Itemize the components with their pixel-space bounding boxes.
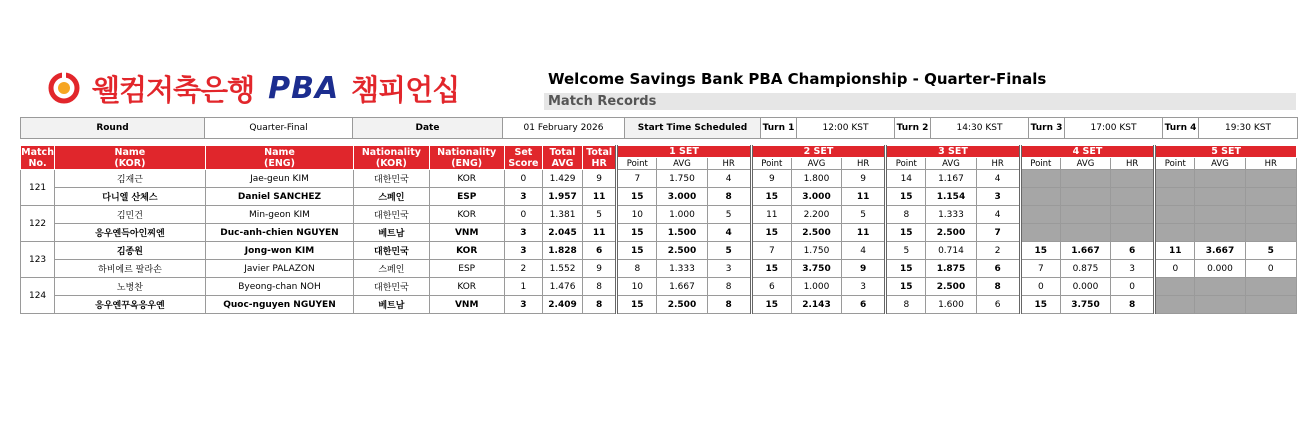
cell-set-avg: 1.667 <box>657 278 707 296</box>
cell-set-point: 15 <box>751 188 791 206</box>
empty-set-cell <box>1060 224 1110 242</box>
cell-set-hr: 8 <box>1111 296 1155 314</box>
cell-set-avg: 3.750 <box>791 260 841 278</box>
cell-set-point: 10 <box>617 278 657 296</box>
cell-total-avg: 2.409 <box>542 296 582 314</box>
cell-total-hr: 9 <box>583 170 617 188</box>
cell-total-hr: 8 <box>583 278 617 296</box>
empty-set-cell <box>1155 224 1195 242</box>
empty-set-cell <box>1155 188 1195 206</box>
cell-set-hr: 6 <box>842 296 886 314</box>
cell-set-point: 15 <box>1020 242 1060 260</box>
turn-label: Turn 3 <box>1029 118 1065 139</box>
welcome-bank-logo-icon <box>48 72 80 104</box>
cell-set-hr: 2 <box>976 242 1020 260</box>
cell-set-point: 15 <box>617 296 657 314</box>
cell-set-point: 15 <box>886 224 926 242</box>
cell-set-score: 1 <box>504 278 542 296</box>
cell-set-avg: 1.154 <box>926 188 976 206</box>
cell-name-eng: Javier PALAZON <box>205 260 354 278</box>
empty-set-cell <box>1195 188 1245 206</box>
cell-set-hr: 4 <box>976 170 1020 188</box>
cell-name-kor: 응우옌꾸옥응우옌 <box>55 296 206 314</box>
cell-name-kor: 하비에르 팔라손 <box>55 260 206 278</box>
empty-set-cell <box>1155 170 1195 188</box>
cell-set-point: 5 <box>886 242 926 260</box>
schedule-info-table <box>20 117 1298 139</box>
cell-set-point: 15 <box>617 242 657 260</box>
logo-korean-bank: 웰컴저축은행 <box>92 72 255 107</box>
cell-total-avg: 2.045 <box>542 224 582 242</box>
cell-set-hr: 6 <box>976 260 1020 278</box>
cell-set-hr: 5 <box>842 206 886 224</box>
cell-total-hr: 9 <box>583 260 617 278</box>
cell-nationality-eng: VNM <box>429 224 504 242</box>
cell-set-point: 15 <box>886 278 926 296</box>
turn-time: 14:30 KST <box>931 118 1029 139</box>
cell-set-avg: 2.500 <box>657 296 707 314</box>
col-name-kor: Name (KOR) <box>55 146 206 170</box>
cell-set-hr: 5 <box>707 242 751 260</box>
cell-total-avg: 1.429 <box>542 170 582 188</box>
cell-set-avg: 2.500 <box>926 278 976 296</box>
cell-set-hr: 4 <box>842 242 886 260</box>
cell-nationality-kor: 대한민국 <box>354 278 429 296</box>
empty-set-cell <box>1020 206 1060 224</box>
col-set-hr: HR <box>842 158 886 170</box>
turn-time: 19:30 KST <box>1199 118 1298 139</box>
cell-set-avg: 2.143 <box>791 296 841 314</box>
cell-set-hr: 11 <box>842 224 886 242</box>
cell-set-avg: 2.200 <box>791 206 841 224</box>
cell-set-point: 9 <box>751 170 791 188</box>
cell-set-hr: 8 <box>976 278 1020 296</box>
col-set-avg: AVG <box>791 158 841 170</box>
cell-name-kor: 응우옌득아인찌엔 <box>55 224 206 242</box>
cell-set-avg: 1.500 <box>657 224 707 242</box>
cell-total-avg: 1.476 <box>542 278 582 296</box>
cell-set-avg: 1.600 <box>926 296 976 314</box>
cell-nationality-kor: 베트남 <box>354 296 429 314</box>
col-set-avg: AVG <box>657 158 707 170</box>
col-set-2: 2 SET <box>751 146 886 158</box>
match-number: 124 <box>21 278 55 314</box>
cell-set-point: 15 <box>617 224 657 242</box>
cell-set-score: 3 <box>504 224 542 242</box>
table-row <box>21 242 1297 260</box>
logo-pba: PBA <box>268 70 340 106</box>
cell-name-eng: Duc-anh-chien NGUYEN <box>205 224 354 242</box>
cell-set-hr: 4 <box>707 170 751 188</box>
empty-set-cell <box>1020 224 1060 242</box>
cell-total-hr: 11 <box>583 224 617 242</box>
table-row <box>21 170 1297 188</box>
empty-set-cell <box>1245 296 1296 314</box>
col-total-hr: Total HR <box>583 146 617 170</box>
cell-set-hr: 8 <box>707 278 751 296</box>
empty-set-cell <box>1155 206 1195 224</box>
cell-set-avg: 0.000 <box>1195 260 1245 278</box>
cell-nationality-kor: 베트남 <box>354 224 429 242</box>
col-set-1: 1 SET <box>617 146 752 158</box>
cell-set-hr: 4 <box>976 206 1020 224</box>
turn-label: Turn 2 <box>895 118 931 139</box>
cell-nationality-eng: KOR <box>429 242 504 260</box>
cell-nationality-eng: KOR <box>429 206 504 224</box>
cell-set-score: 3 <box>504 188 542 206</box>
turn-time: 17:00 KST <box>1065 118 1163 139</box>
cell-set-hr: 7 <box>976 224 1020 242</box>
match-records-table <box>20 145 1297 314</box>
col-set-avg: AVG <box>926 158 976 170</box>
turn-time: 12:00 KST <box>797 118 895 139</box>
cell-set-avg: 1.750 <box>791 242 841 260</box>
cell-set-avg: 1.167 <box>926 170 976 188</box>
cell-name-eng: Min-geon KIM <box>205 206 354 224</box>
cell-set-avg: 0.000 <box>1060 278 1110 296</box>
cell-set-avg: 1.750 <box>657 170 707 188</box>
cell-nationality-kor: 스페인 <box>354 260 429 278</box>
empty-set-cell <box>1111 224 1155 242</box>
cell-nationality-kor: 대한민국 <box>354 242 429 260</box>
date-label: Date <box>353 118 503 139</box>
cell-nationality-kor: 스페인 <box>354 188 429 206</box>
col-set-avg: AVG <box>1060 158 1110 170</box>
cell-set-hr: 3 <box>842 278 886 296</box>
empty-set-cell <box>1245 188 1296 206</box>
cell-set-avg: 1.333 <box>657 260 707 278</box>
cell-set-score: 2 <box>504 260 542 278</box>
match-number: 121 <box>21 170 55 206</box>
cell-set-hr: 4 <box>707 224 751 242</box>
empty-set-cell <box>1245 224 1296 242</box>
col-set-score: Set Score <box>504 146 542 170</box>
cell-name-eng: Jong-won KIM <box>205 242 354 260</box>
cell-set-score: 3 <box>504 242 542 260</box>
cell-set-point: 11 <box>1155 242 1195 260</box>
brand-logo <box>48 68 459 108</box>
empty-set-cell <box>1111 206 1155 224</box>
cell-set-hr: 6 <box>1111 242 1155 260</box>
cell-total-avg: 1.828 <box>542 242 582 260</box>
cell-set-avg: 3.750 <box>1060 296 1110 314</box>
table-row <box>21 296 1297 314</box>
cell-nationality-eng: KOR <box>429 170 504 188</box>
col-set-hr: HR <box>707 158 751 170</box>
cell-set-point: 15 <box>751 224 791 242</box>
col-set-hr: HR <box>976 158 1020 170</box>
match-number: 122 <box>21 206 55 242</box>
col-set-point: Point <box>886 158 926 170</box>
empty-set-cell <box>1195 278 1245 296</box>
cell-name-eng: Quoc-nguyen NGUYEN <box>205 296 354 314</box>
cell-set-avg: 3.667 <box>1195 242 1245 260</box>
round-value: Quarter-Final <box>205 118 353 139</box>
cell-set-avg: 0.714 <box>926 242 976 260</box>
cell-set-hr: 9 <box>842 260 886 278</box>
table-row <box>21 206 1297 224</box>
empty-set-cell <box>1020 188 1060 206</box>
page-title: Welcome Savings Bank PBA Championship - Quarter-Finals <box>548 70 1047 88</box>
cell-name-kor: 노병찬 <box>55 278 206 296</box>
cell-set-avg: 1.000 <box>657 206 707 224</box>
cell-set-hr: 0 <box>1111 278 1155 296</box>
col-nationality-kor: Nationality (KOR) <box>354 146 429 170</box>
cell-set-score: 3 <box>504 296 542 314</box>
cell-set-avg: 3.000 <box>657 188 707 206</box>
col-set-hr: HR <box>1111 158 1155 170</box>
cell-set-hr: 8 <box>707 188 751 206</box>
empty-set-cell <box>1111 170 1155 188</box>
cell-total-hr: 11 <box>583 188 617 206</box>
round-label: Round <box>21 118 205 139</box>
cell-nationality-kor: 대한민국 <box>354 170 429 188</box>
cell-set-score: 0 <box>504 170 542 188</box>
cell-set-point: 15 <box>886 188 926 206</box>
col-set-point: Point <box>751 158 791 170</box>
table-row <box>21 188 1297 206</box>
cell-nationality-eng: ESP <box>429 260 504 278</box>
start-time-label: Start Time Scheduled <box>625 118 761 139</box>
cell-set-hr: 11 <box>842 188 886 206</box>
empty-set-cell <box>1060 188 1110 206</box>
col-set-point: Point <box>617 158 657 170</box>
col-match-no: Match No. <box>21 146 54 169</box>
cell-nationality-eng: VNM <box>429 296 504 314</box>
date-value: 01 February 2026 <box>503 118 625 139</box>
cell-set-avg: 1.000 <box>791 278 841 296</box>
cell-set-avg: 1.875 <box>926 260 976 278</box>
cell-set-point: 8 <box>617 260 657 278</box>
cell-set-avg: 2.500 <box>926 224 976 242</box>
cell-set-hr: 3 <box>707 260 751 278</box>
cell-total-hr: 5 <box>583 206 617 224</box>
col-name-eng: Name (ENG) <box>205 146 354 170</box>
table-row <box>21 260 1297 278</box>
cell-name-kor: 김재근 <box>55 170 206 188</box>
cell-set-point: 7 <box>751 242 791 260</box>
page-header <box>0 62 1314 112</box>
turn-label: Turn 1 <box>761 118 797 139</box>
logo-korean-event: 챔피언십 <box>351 72 460 107</box>
cell-nationality-eng: ESP <box>429 188 504 206</box>
cell-nationality-eng: KOR <box>429 278 504 296</box>
empty-set-cell <box>1245 170 1296 188</box>
empty-set-cell <box>1155 296 1195 314</box>
cell-set-hr: 8 <box>707 296 751 314</box>
cell-set-point: 7 <box>1020 260 1060 278</box>
cell-name-eng: Jae-geun KIM <box>205 170 354 188</box>
empty-set-cell <box>1111 188 1155 206</box>
cell-set-point: 14 <box>886 170 926 188</box>
cell-set-avg: 1.667 <box>1060 242 1110 260</box>
col-set-point: Point <box>1155 158 1195 170</box>
cell-set-hr: 3 <box>1111 260 1155 278</box>
cell-set-avg: 1.800 <box>791 170 841 188</box>
cell-set-hr: 0 <box>1245 260 1296 278</box>
cell-set-point: 15 <box>751 260 791 278</box>
cell-set-hr: 3 <box>976 188 1020 206</box>
turn-label: Turn 4 <box>1163 118 1199 139</box>
empty-set-cell <box>1195 170 1245 188</box>
cell-set-point: 8 <box>886 296 926 314</box>
cell-set-point: 0 <box>1155 260 1195 278</box>
cell-name-kor: 김종원 <box>55 242 206 260</box>
empty-set-cell <box>1020 170 1060 188</box>
cell-set-hr: 5 <box>707 206 751 224</box>
cell-set-avg: 3.000 <box>791 188 841 206</box>
cell-name-eng: Byeong-chan NOH <box>205 278 354 296</box>
empty-set-cell <box>1060 206 1110 224</box>
cell-set-avg: 1.333 <box>926 206 976 224</box>
col-nationality-eng: Nationality (ENG) <box>429 146 504 170</box>
cell-set-point: 15 <box>1020 296 1060 314</box>
col-set-point: Point <box>1020 158 1060 170</box>
cell-total-avg: 1.552 <box>542 260 582 278</box>
cell-set-point: 15 <box>886 260 926 278</box>
col-set-5: 5 SET <box>1155 146 1297 158</box>
page-subtitle: Match Records <box>544 93 1296 110</box>
cell-total-avg: 1.957 <box>542 188 582 206</box>
cell-set-point: 0 <box>1020 278 1060 296</box>
col-set-hr: HR <box>1245 158 1296 170</box>
col-total-avg: Total AVG <box>542 146 582 170</box>
cell-set-avg: 2.500 <box>657 242 707 260</box>
match-number: 123 <box>21 242 55 278</box>
cell-total-avg: 1.381 <box>542 206 582 224</box>
col-set-3: 3 SET <box>886 146 1021 158</box>
empty-set-cell <box>1155 278 1195 296</box>
cell-name-eng: Daniel SANCHEZ <box>205 188 354 206</box>
cell-total-hr: 6 <box>583 242 617 260</box>
cell-set-point: 10 <box>617 206 657 224</box>
cell-set-point: 6 <box>751 278 791 296</box>
cell-set-hr: 9 <box>842 170 886 188</box>
cell-set-point: 15 <box>751 296 791 314</box>
cell-set-point: 15 <box>617 188 657 206</box>
cell-total-hr: 8 <box>583 296 617 314</box>
empty-set-cell <box>1245 206 1296 224</box>
col-set-4: 4 SET <box>1020 146 1155 158</box>
empty-set-cell <box>1245 278 1296 296</box>
cell-set-avg: 2.500 <box>791 224 841 242</box>
table-row <box>21 278 1297 296</box>
empty-set-cell <box>1195 206 1245 224</box>
empty-set-cell <box>1195 224 1245 242</box>
cell-set-avg: 0.875 <box>1060 260 1110 278</box>
table-row <box>21 224 1297 242</box>
cell-set-point: 7 <box>617 170 657 188</box>
cell-set-point: 8 <box>886 206 926 224</box>
cell-set-score: 0 <box>504 206 542 224</box>
cell-name-kor: 다니엘 산체스 <box>55 188 206 206</box>
empty-set-cell <box>1195 296 1245 314</box>
cell-set-hr: 6 <box>976 296 1020 314</box>
col-set-avg: AVG <box>1195 158 1245 170</box>
cell-set-point: 11 <box>751 206 791 224</box>
empty-set-cell <box>1060 170 1110 188</box>
cell-name-kor: 김민건 <box>55 206 206 224</box>
cell-nationality-kor: 대한민국 <box>354 206 429 224</box>
cell-set-hr: 5 <box>1245 242 1296 260</box>
